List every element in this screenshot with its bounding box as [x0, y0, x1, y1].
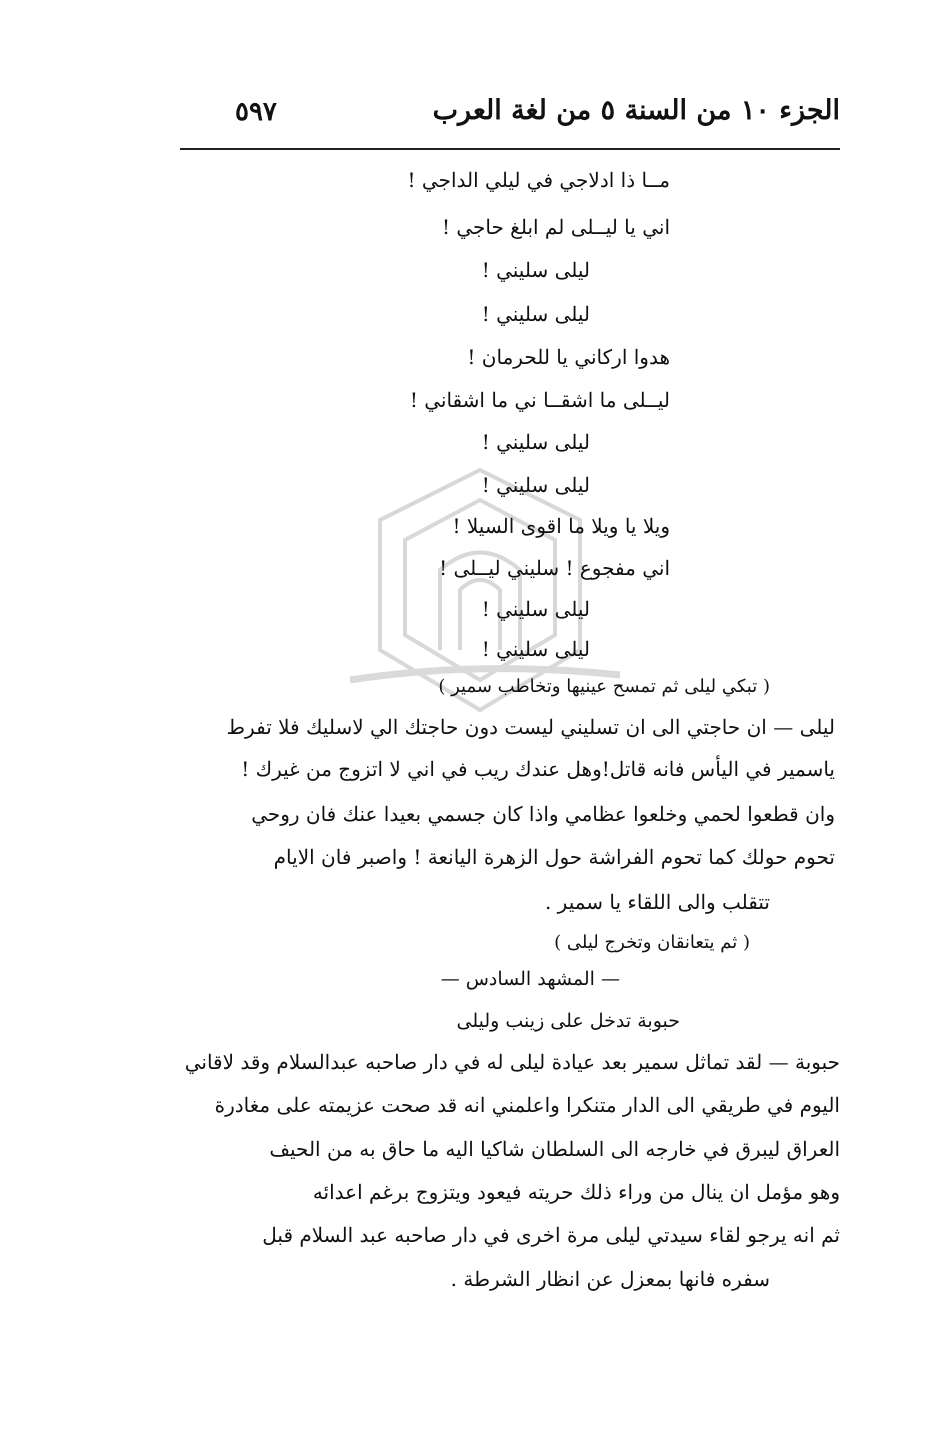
dialogue-line: ياسمير في اليأس فانه قاتل!وهل عندك ريب في اني لا اتزوج من غيرك !: [241, 757, 835, 781]
dialogue-line: حبوبة — لقد تماثل سمير بعد عيادة ليلى له في دار صاحبه عبدالسلام وقد لاقاني: [184, 1050, 840, 1074]
dialogue-line: وان قطعوا لحمي وخلعوا عظامي واذا كان جسمي بعيدا عنك فان روحي: [251, 802, 835, 826]
poem-refrain: ليلى سليني !: [481, 637, 590, 661]
dialogue-line: ثم انه يرجو لقاء سيدتي ليلى مرة اخرى في دار صاحبه عبد السلام قبل: [262, 1223, 840, 1247]
dialogue-line: ليلى — ان حاجتي الى ان تسليني ليست دون حاجتك الي لاسليك فلا تفرط: [226, 715, 835, 739]
poem-line: مــا ذا ادلاجي في ليلي الداجي !: [407, 168, 670, 192]
poem-line: هدوا اركاني يا للحرمان !: [467, 345, 670, 369]
dialogue-line: العراق ليبرق في خارجه الى السلطان شاكيا اليه ما حاق به من الحيف: [269, 1137, 840, 1161]
scene-subtitle: حبوبة تدخل على زينب وليلى: [456, 1010, 680, 1032]
dialogue-line: تتقلب والى اللقاء يا سمير .: [544, 890, 770, 914]
dialogue-line: اليوم في طريقي الى الدار متنكرا واعلمني انه قد صحت عزيمته على مغادرة: [214, 1093, 840, 1117]
poem-refrain: ليلى سليني !: [481, 258, 590, 282]
poem-line: ويلا يا ويلا ما اقوى السيلا !: [452, 514, 670, 538]
journal-title: الجزء ١٠ من السنة ٥ من لغة العرب: [432, 95, 840, 126]
scene-title: — المشهد السادس —: [440, 968, 620, 990]
header-rule: [180, 148, 840, 150]
stage-direction: ( ثم يتعانقان وتخرج ليلى ): [554, 932, 750, 953]
poem-refrain: ليلى سليني !: [481, 430, 590, 454]
dialogue-line: وهو مؤمل ان ينال من وراء ذلك حريته فيعود ويتزوج برغم اعدائه: [312, 1180, 840, 1204]
poem-line: ليــلى ما اشقــا ني ما اشقاني !: [409, 388, 670, 412]
poem-refrain: ليلى سليني !: [481, 302, 590, 326]
poem-refrain: ليلى سليني !: [481, 597, 590, 621]
dialogue-line: تحوم حولك كما تحوم الفراشة حول الزهرة اليانعة ! واصبر فان الايام: [273, 845, 835, 869]
page-number: ٥٩٧: [235, 97, 277, 127]
dialogue-line: سفره فانها بمعزل عن انظار الشرطة .: [450, 1267, 770, 1291]
poem-line: اني يا ليــلى لم ابلغ حاجي !: [441, 215, 670, 239]
poem-refrain: ليلى سليني !: [481, 473, 590, 497]
stage-direction: ( تبكي ليلى ثم تمسح عينيها وتخاطب سمير ): [438, 676, 770, 697]
poem-line: اني مفجوع ! سليني ليــلى !: [439, 556, 670, 580]
running-header: [180, 95, 840, 145]
